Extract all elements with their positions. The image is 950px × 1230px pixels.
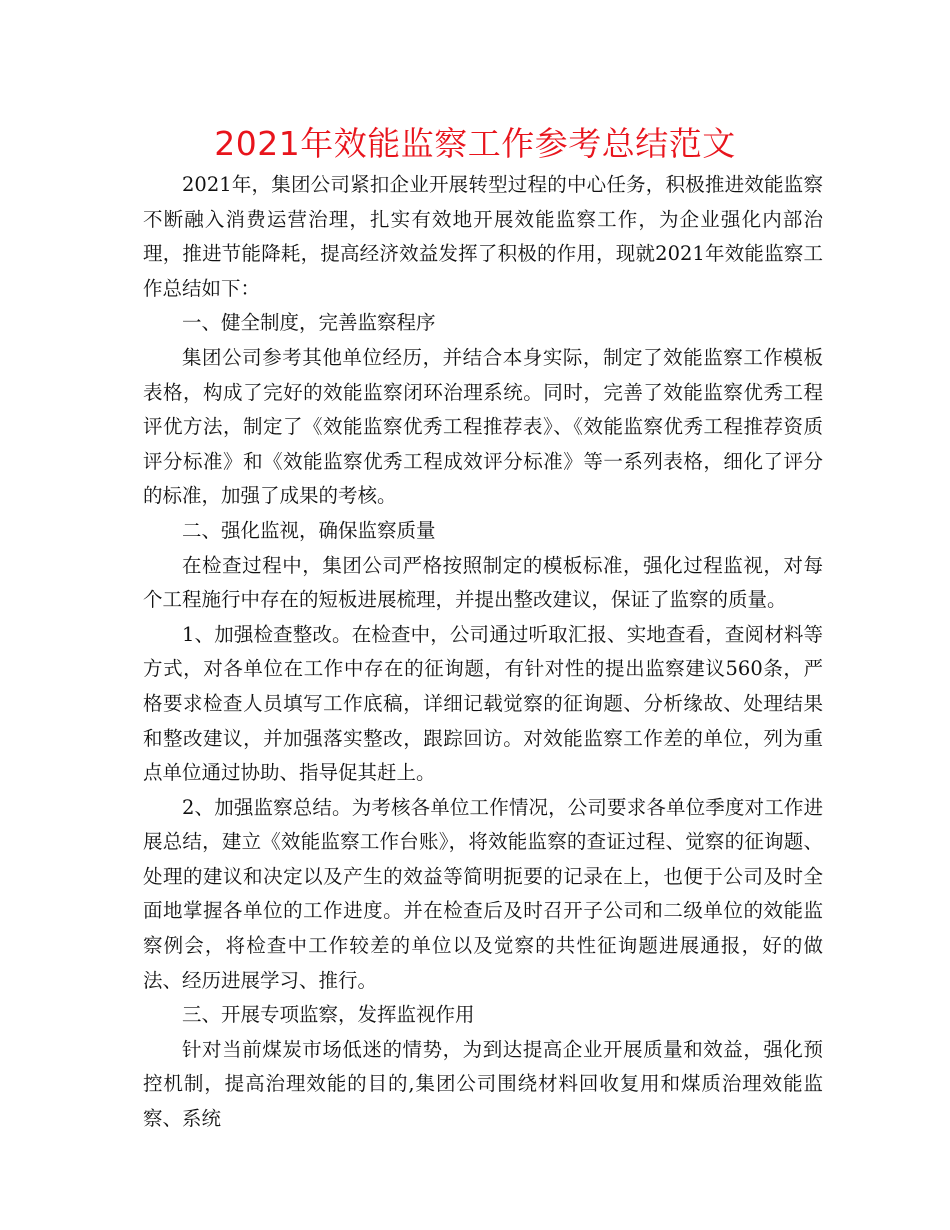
document-title: 2021年效能监察工作参考总结范文: [214, 124, 736, 163]
paragraph-intro: 2021年，集团公司紧扣企业开展转型过程的中心任务，积极推进效能监察不断融入消费运营治理，扎实有效地开展效能监察工作，为企业强化内部治理，推进节能降耗，提高经济效益发挥了积极的作用，现就2021年效能监察工作总结如下：: [143, 173, 823, 300]
section-heading-3: 三、开展专项监察，发挥监视作用: [182, 1003, 475, 1027]
section-heading-2: 二、强化监视，确保监察质量: [182, 518, 436, 542]
paragraph: 针对当前煤炭市场低迷的情势，为到达提高企业开展质量和效益，强化预控机制，提高治理效能的目的,集团公司围绕材料回收复用和煤质治理效能监察、系统: [143, 1037, 823, 1131]
paragraph: 在检查过程中，集团公司严格按照制定的模板标准，强化过程监视，对每个工程施行中存在的短板进展梳理，并提出整改建议，保证了监察的质量。: [143, 553, 823, 612]
paragraph: 1、加强检查整改。在检查中，公司通过听取汇报、实地查看，查阅材料等方式，对各单位在工作中存在的征询题，有针对性的提出监察建议560条，严格要求检查人员填写工作底稿，详细记载觉察的征询题、分析缘故、处理结果和整改建议，并加强落实整改，跟踪回访。对效能监察工作差的单位，列为重点单位通过协助、指导促其赶上。: [143, 622, 823, 785]
paragraph: 2、加强监察总结。为考核各单位工作情况，公司要求各单位季度对工作进展总结，建立《效能监察工作台账》，将效能监察的查证过程、觉察的征询题、处理的建议和决定以及产生的效益等简明扼要的记录在上，也便于公司及时全面地掌握各单位的工作进度。并在检查后及时召开子公司和二级单位的效能监察例会，将检查中工作较差的单位以及觉察的共性征询题进展通报，好的做法、经历进展学习、推行。: [143, 795, 823, 992]
document-body: [143, 168, 823, 1137]
paragraph: 集团公司参考其他单位经历，并结合本身实际，制定了效能监察工作模板表格，构成了完好的效能监察闭环治理系统。同时，完善了效能监察优秀工程评优方法，制定了《效能监察优秀工程推荐表》、《效能监察优秀工程推荐资质评分标准》和《效能监察优秀工程成效评分标准》等一系列表格，细化了评分的标准，加强了成果的考核。: [143, 345, 823, 508]
section-heading-1: 一、健全制度，完善监察程序: [182, 311, 436, 335]
